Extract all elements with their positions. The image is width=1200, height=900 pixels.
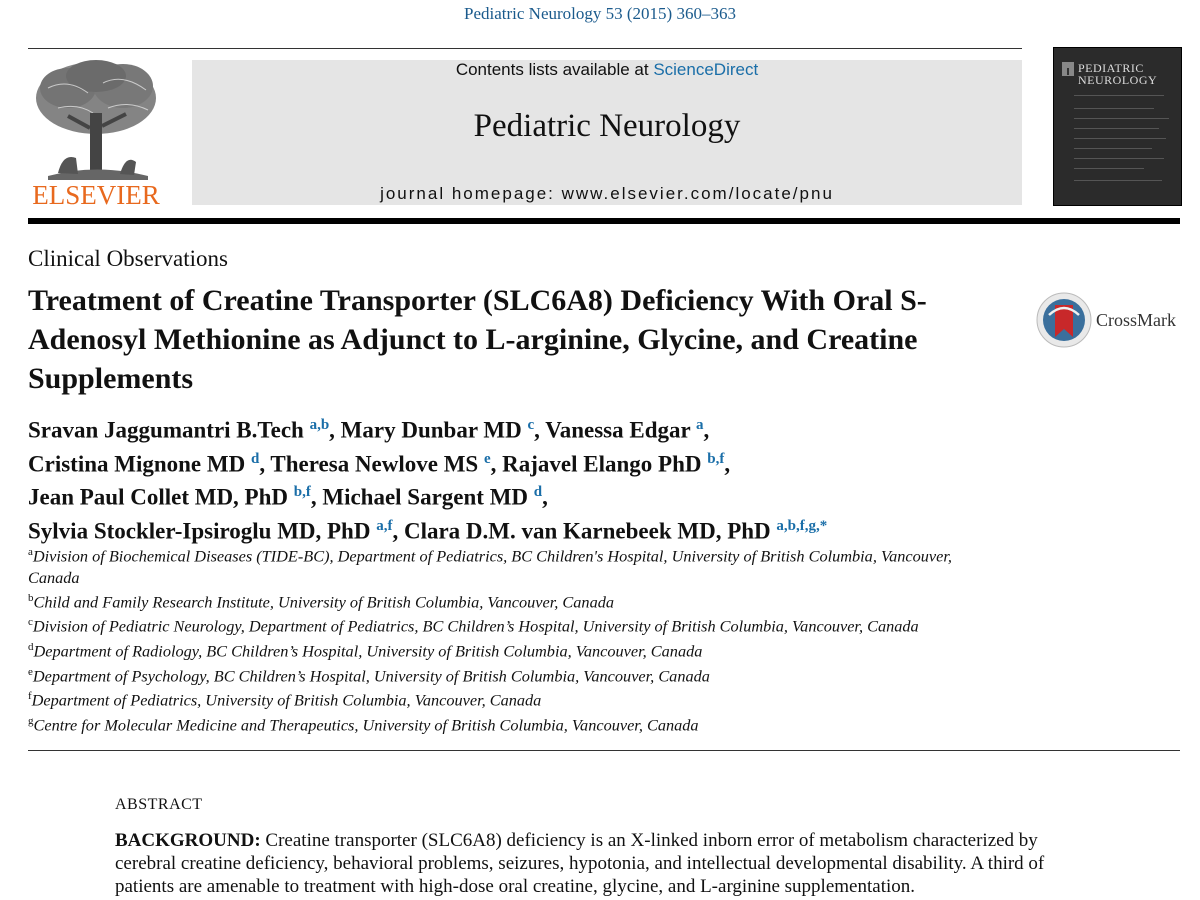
author-name: Michael Sargent MD	[322, 484, 529, 510]
author-affiliation-ref[interactable]: b,f	[707, 450, 725, 467]
header-thick-rule	[28, 218, 1180, 224]
cover-line	[1074, 128, 1159, 129]
author-name: Cristina Mignone MD	[28, 451, 246, 477]
cover-line	[1074, 168, 1144, 169]
author-list	[28, 411, 1178, 546]
cover-line	[1074, 108, 1154, 109]
author-line	[28, 445, 1178, 479]
contents-line	[192, 60, 1022, 80]
affiliation-text: Centre for Molecular Medicine and Therapeutics, University of British Columbia, Vancouver, Canada	[33, 715, 699, 735]
affiliation-label: g	[28, 714, 34, 727]
affiliation-label: d	[28, 641, 34, 654]
abstract-background-text: Creatine transporter (SLC6A8) deficiency is an X-linked inborn error of metabolism characterized by cerebral creatine deficiency, behavioral problems, seizures, hypotonia, and intellectual developmental disability. A third of patients are amenable to treatment with high-dose oral creatine, glycine, and L-arginine supplementation.	[115, 830, 1045, 897]
affiliation-text: Department of Psychology, BC Children’s Hospital, University of British Columbia, Vancouver, Canada	[32, 666, 710, 686]
author-name: Clara D.M. van Karnebeek MD, PhD	[403, 518, 771, 544]
affiliation-item	[28, 686, 988, 711]
author-affiliation-ref[interactable]: d	[533, 484, 543, 501]
author-name: Jean Paul Collet MD, PhD	[28, 484, 289, 510]
affiliation-text: Division of Biochemical Diseases (TIDE-BC), Department of Pediatrics, BC Children's Hospital, University of British Columbia, Vancouver, Canada	[28, 546, 952, 587]
journal-citation[interactable]: Pediatric Neurology 53 (2015) 360–363	[464, 4, 736, 23]
cover-line	[1074, 158, 1164, 159]
author-separator: ,	[310, 484, 323, 510]
cover-line	[1074, 180, 1162, 181]
author-name: Mary Dunbar MD	[340, 417, 522, 443]
affiliation-item	[28, 588, 988, 613]
abstract-background	[115, 829, 1100, 898]
author-name: Rajavel Elango PhD	[502, 451, 702, 477]
author-separator: ,	[724, 451, 731, 477]
affiliation-label: e	[28, 665, 33, 678]
author-affiliation-ref[interactable]: a,b,f,g,*	[776, 517, 828, 534]
journal-name: Pediatric Neurology	[473, 108, 741, 144]
author-name: Sylvia Stockler-Ipsiroglu MD, PhD	[28, 518, 371, 544]
cover-title: PEDIATRIC NEUROLOGY	[1078, 61, 1158, 87]
sciencedirect-link[interactable]: ScienceDirect	[653, 60, 759, 79]
affiliation-item	[28, 662, 988, 687]
author-line	[28, 478, 1178, 512]
author-line	[28, 512, 1178, 546]
cover-line	[1074, 118, 1169, 119]
author-separator: ,	[703, 417, 710, 443]
author-separator: ,	[329, 417, 341, 443]
contents-prefix: Contents lists available at	[455, 60, 654, 79]
journal-homepage[interactable]: journal homepage: www.elsevier.com/locate/pnu	[380, 184, 834, 203]
cover-line	[1074, 95, 1164, 96]
author-separator: ,	[542, 484, 548, 510]
author-affiliation-ref[interactable]: a	[696, 417, 704, 433]
section-rule	[28, 750, 1180, 751]
affiliation-text: Department of Radiology, BC Children’s Hospital, University of British Columbia, Vancouver, Canada	[33, 641, 703, 661]
elsevier-wordmark: ELSEVIER	[32, 180, 160, 210]
affiliation-label: c	[28, 616, 33, 629]
affiliation-label: f	[28, 690, 32, 703]
author-affiliation-ref[interactable]: a,f	[376, 517, 393, 534]
author-separator: ,	[490, 451, 503, 477]
affiliation-text: Department of Pediatrics, University of British Columbia, Vancouver, Canada	[31, 690, 542, 710]
crossmark-icon[interactable]	[1035, 291, 1093, 349]
abstract-heading: ABSTRACT	[115, 796, 203, 813]
author-name: Sravan Jaggumantri B.Tech	[28, 417, 304, 443]
affiliation-text: Child and Family Research Institute, University of British Columbia, Vancouver, Canada	[33, 592, 614, 612]
author-affiliation-ref[interactable]: a,b	[309, 417, 330, 433]
article-section: Clinical Observations	[28, 246, 228, 271]
author-name: Theresa Newlove MS	[270, 451, 479, 477]
affiliation-item	[28, 542, 988, 588]
author-separator: ,	[392, 518, 404, 544]
author-affiliation-ref[interactable]: d	[250, 450, 260, 467]
author-name: Vanessa Edgar	[545, 417, 691, 443]
affiliation-item	[28, 637, 988, 662]
author-line	[28, 411, 1178, 445]
cover-line	[1074, 148, 1152, 149]
cover-line	[1074, 138, 1166, 139]
affiliation-label: b	[28, 591, 34, 604]
author-separator: ,	[534, 417, 546, 443]
affiliation-item	[28, 711, 988, 736]
crossmark-label[interactable]: CrossMark	[1096, 310, 1176, 330]
cover-emblem-icon	[1062, 62, 1074, 76]
affiliation-label: a	[28, 546, 33, 558]
affiliation-list	[28, 542, 988, 736]
abstract-background-label: BACKGROUND:	[115, 830, 261, 851]
author-separator: ,	[259, 451, 271, 477]
header-rule	[28, 48, 1022, 49]
author-affiliation-ref[interactable]: b,f	[293, 484, 311, 501]
author-affiliation-ref[interactable]: c	[527, 417, 535, 433]
article-title: Treatment of Creatine Transporter (SLC6A8) Deficiency With Oral S-Adenosyl Methionine as Adjunct to L-arginine, Glycine, and Creatine Supplements	[28, 284, 927, 395]
affiliation-text: Division of Pediatric Neurology, Department of Pediatrics, BC Children’s Hospital, University of British Columbia, Vancouver, Canada	[32, 616, 919, 636]
author-affiliation-ref[interactable]: e	[483, 450, 491, 467]
affiliation-item	[28, 612, 988, 637]
